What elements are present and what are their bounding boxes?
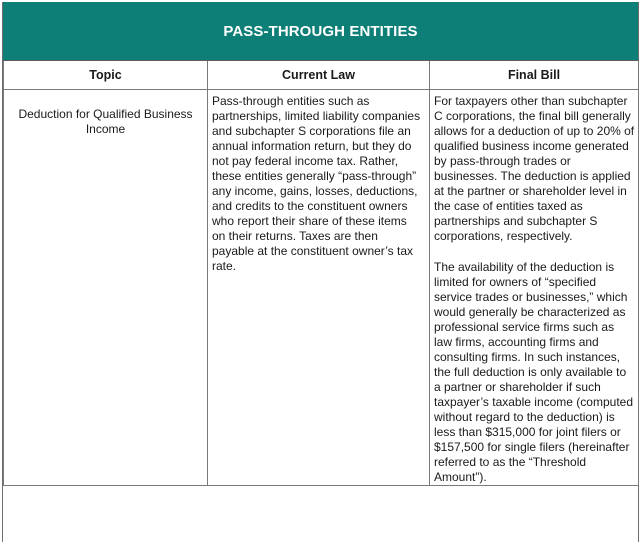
final-bill-paragraph: The availability of the deduction is limited for owners of “specified service trades or businesses,” which would generally be characterized as professional service firms such as law firms, accounting firms and consulting firms. In such instances, the full deduction is only available to a partner or shareholder if such taxpayer’s taxable income (computed without regard to the deduction) is less than $315,000 for joint filers or $157,500 for single filers (hereinafter referred to as the “Threshold Amount”).: [434, 260, 633, 484]
document-page: [2, 2, 639, 542]
section-banner: [3, 2, 638, 61]
column-header-current-law: Current Law: [208, 61, 430, 90]
table-row: [4, 90, 639, 486]
table-header-row: [4, 61, 639, 90]
final-bill-cell: [430, 90, 639, 486]
final-bill-paragraph: For taxpayers other than subchapter C corporations, the final bill generally allows for a deduction of up to 20% of qualified business income generated by pass-through trades or businesses. The deduction is applied at the partner or shareholder level in the case of entities taxed as partnerships and subchapter S corporations, respectively.: [434, 94, 635, 243]
column-header-topic: Topic: [4, 61, 208, 90]
current-law-text: Pass-through entities such as partnerships, limited liability companies and subchapter S corporations file an annual information return, but they do not pay federal income tax. Rather, these entities generally “pass-through” any income, gains, losses, deductions, and credits to the constituent owners who report their share of these items on their returns. Taxes are then payable at the constituent owner’s tax rate.: [212, 94, 421, 273]
current-law-cell: [208, 90, 430, 486]
section-title: PASS-THROUGH ENTITIES: [223, 22, 418, 40]
column-header-final-bill: Final Bill: [430, 61, 639, 90]
topic-cell: Deduction for Qualified Business Income: [4, 90, 208, 486]
comparison-table: [3, 61, 639, 486]
